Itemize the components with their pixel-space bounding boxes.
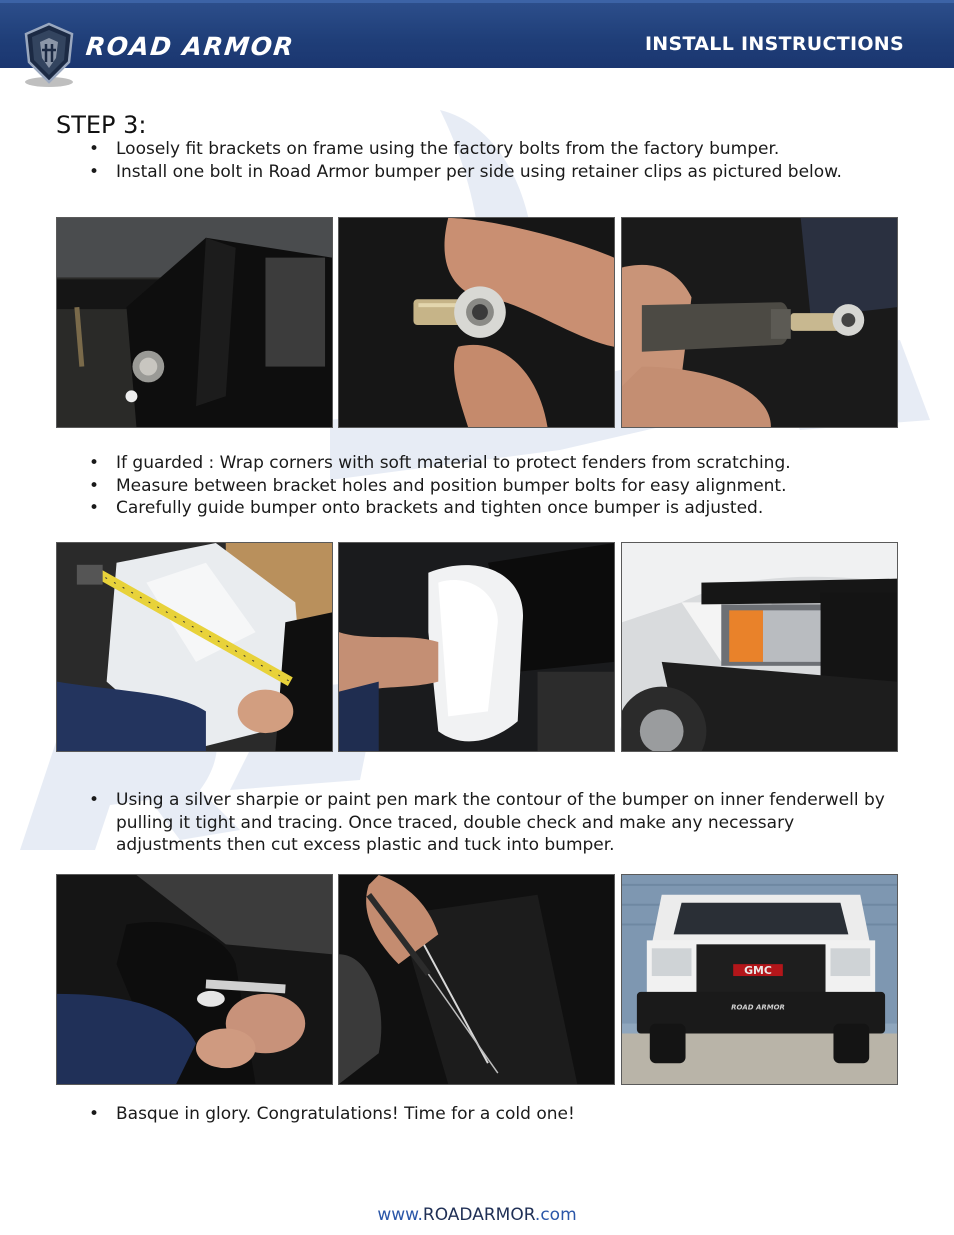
bullet-list-2 [56, 452, 791, 520]
bullet-list-1 [56, 138, 842, 183]
brand-logo-text: ROAD ARMOR [84, 32, 296, 61]
photo-cutting-plastic [338, 874, 615, 1085]
photo-row-2 [56, 542, 898, 752]
footer-url-prefix: www. [377, 1205, 423, 1225]
photo-row-1 [56, 217, 898, 428]
photo-finished-truck-front [621, 874, 898, 1085]
list-item: • If guarded : Wrap corners with soft material to protect fenders from scratching. [56, 452, 791, 475]
list-item: • Basque in glory. Congratulations! Time for a cold one! [56, 1103, 575, 1126]
footer-url[interactable] [0, 1205, 954, 1225]
photo-bumper-on-truck-wrapped [621, 542, 898, 752]
photo-socket-on-bolt [621, 217, 898, 428]
photo-wrapping-corner [338, 542, 615, 752]
photo-measuring-tape-on-bumper [56, 542, 333, 752]
footer-url-domain: ROADARMOR [422, 1205, 535, 1225]
photo-bolt-with-retainer-clip [338, 217, 615, 428]
list-item: • Using a silver sharpie or paint pen mark the contour of the bumper on inner fenderwell by pulling it tight and tracing. Once traced, double check and make any necessary adjustments then cut excess plastic and tuck into bumper. [56, 789, 898, 857]
list-item: • Carefully guide bumper onto brackets and tighten once bumper is adjusted. [56, 497, 791, 520]
list-item: • Measure between bracket holes and position bumper bolts for easy alignment. [56, 475, 791, 498]
footer-url-suffix: .com [534, 1205, 577, 1225]
header-title: INSTALL INSTRUCTIONS [644, 33, 904, 55]
grille-badge-text: GMC [744, 964, 772, 978]
list-item: • Loosely fit brackets on frame using the factory bolts from the factory bumper. [56, 138, 842, 161]
bullet-list-4 [56, 1103, 575, 1126]
step-title: STEP 3: [56, 111, 147, 139]
bumper-logo-text: ROAD ARMOR [731, 1003, 785, 1012]
bullet-list-3 [56, 789, 898, 857]
photo-row-3 [56, 874, 898, 1085]
photo-bracket-on-frame [56, 217, 333, 428]
list-item: • Install one bolt in Road Armor bumper per side using retainer clips as pictured below. [56, 161, 842, 184]
photo-marking-fenderwell [56, 874, 333, 1085]
